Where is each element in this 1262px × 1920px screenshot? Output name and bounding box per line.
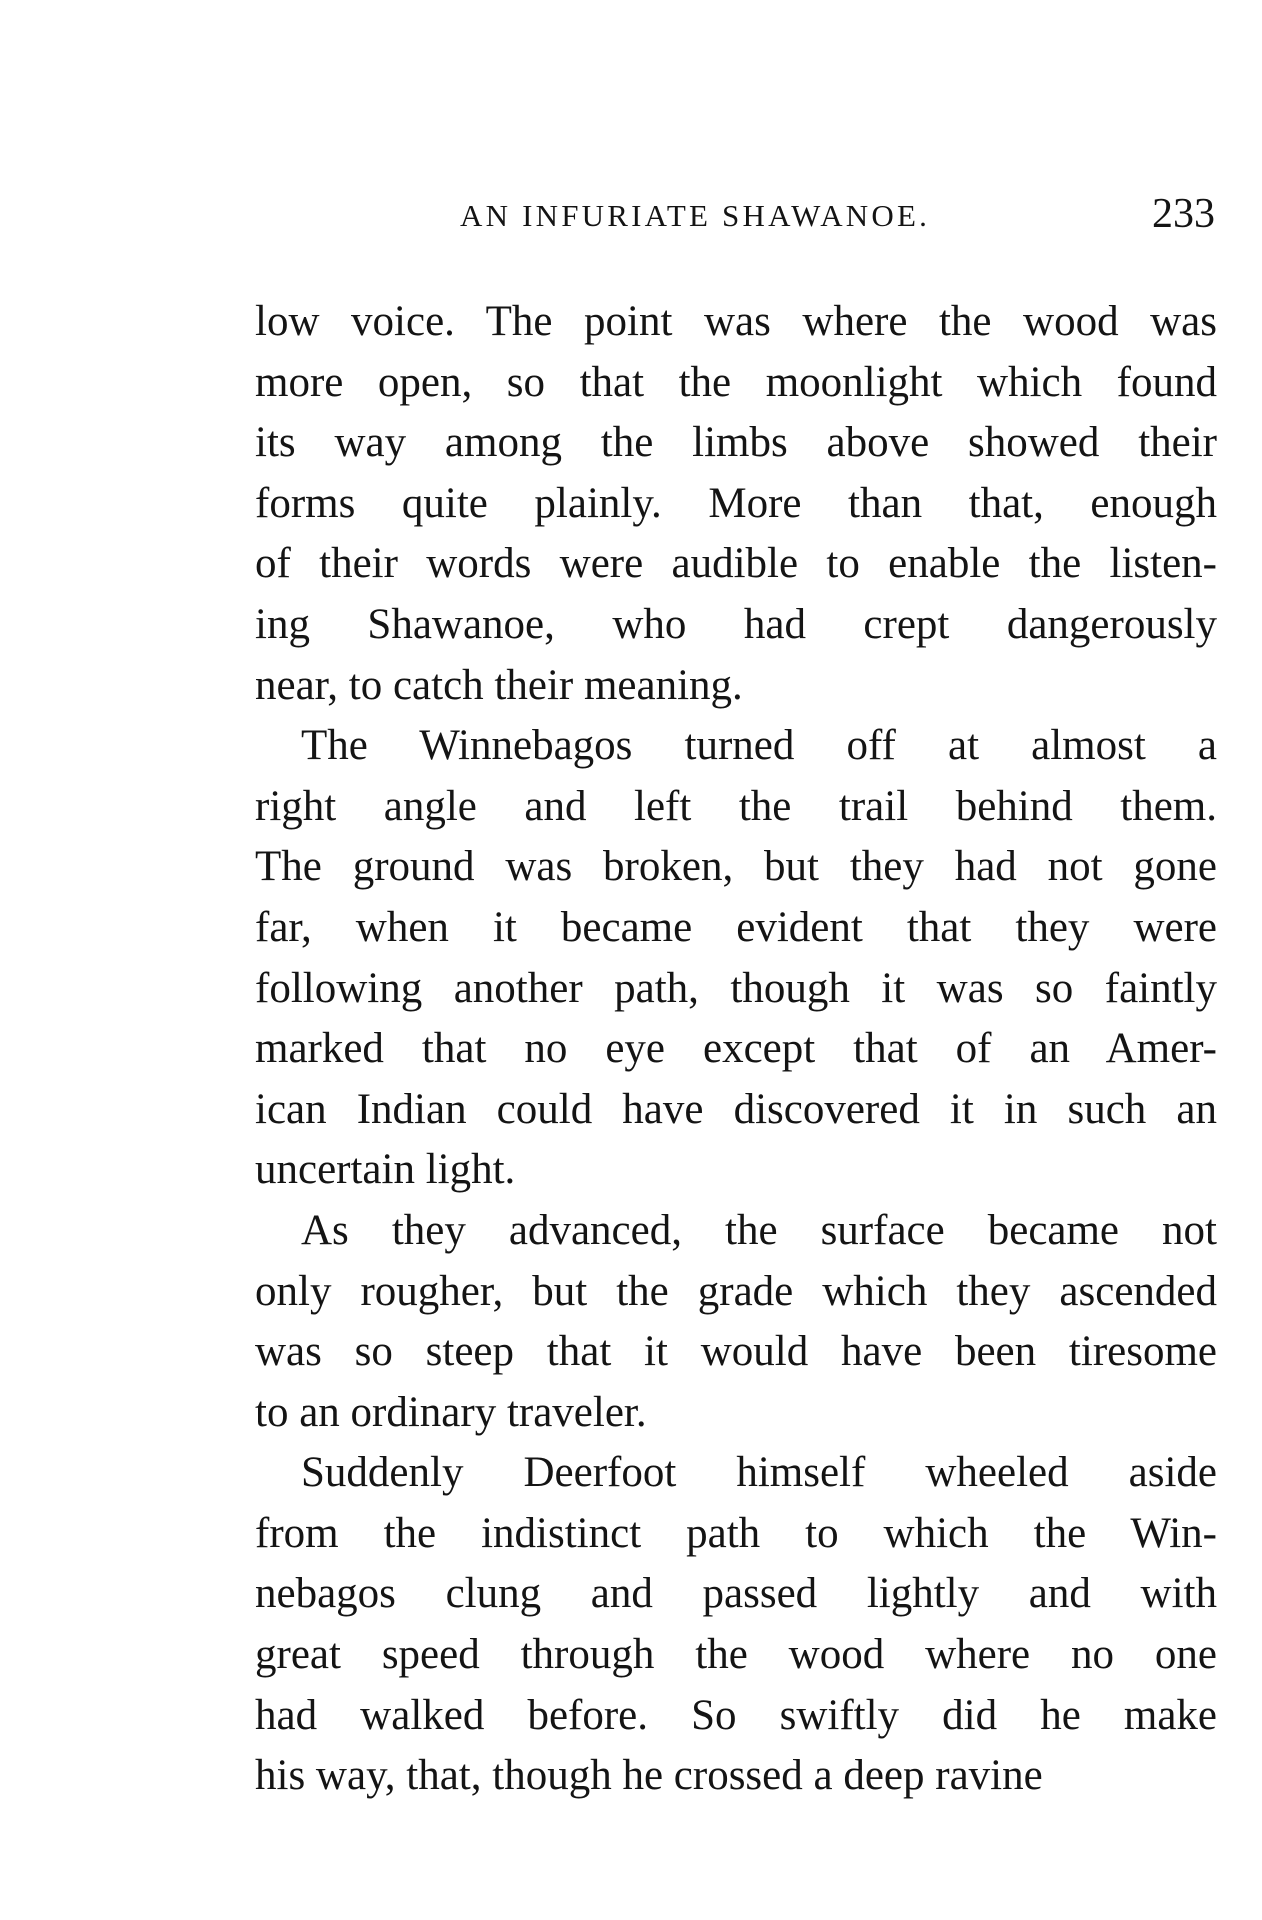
text-line: ing Shawanoe, who had crept dangerously (255, 600, 1217, 648)
text-line: ican Indian could have discovered it in such an (255, 1085, 1217, 1133)
text-line: was so steep that it would have been tiresome (255, 1328, 1217, 1376)
text-line: of their words were audible to enable the listen- (255, 540, 1217, 588)
paragraph (255, 292, 1217, 716)
text-line: more open, so that the moonlight which found (255, 358, 1217, 406)
text-line: to an ordinary traveler. (255, 1388, 647, 1436)
paragraph (255, 1201, 1217, 1443)
text-line: marked that no eye except that of an Amer- (255, 1025, 1217, 1073)
page-number: 233 (1152, 191, 1215, 237)
text-line: following another path, though it was so faintly (255, 964, 1217, 1012)
text-line: great speed through the wood where no one (255, 1631, 1217, 1679)
text-line: far, when it became evident that they were (255, 903, 1217, 951)
paragraph (255, 1443, 1217, 1807)
text-line: uncertain light. (255, 1146, 516, 1194)
text-line: nebagos clung and passed lightly and with (255, 1570, 1217, 1618)
text-line: low voice. The point was where the wood was (255, 298, 1217, 345)
text-line: The Winnebagos turned off at almost a (301, 722, 1217, 770)
running-head (255, 190, 1215, 240)
text-line: Suddenly Deerfoot himself wheeled aside (301, 1449, 1217, 1497)
text-line: his way, that, though he crossed a deep ravine (255, 1752, 1043, 1800)
text-line: its way among the limbs above showed their (255, 419, 1217, 467)
text-line: near, to catch their meaning. (255, 661, 743, 709)
text-line: right angle and left the trail behind them. (255, 782, 1217, 830)
text-line: from the indistinct path to which the Win- (255, 1509, 1217, 1557)
body-text (255, 292, 1217, 1807)
text-line: As they advanced, the surface became not (301, 1206, 1217, 1254)
text-line: only rougher, but the grade which they ascended (255, 1267, 1217, 1315)
text-line: forms quite plainly. More than that, enough (255, 479, 1217, 527)
running-title: AN INFURIATE SHAWANOE. (460, 198, 931, 233)
text-line: The ground was broken, but they had not gone (255, 843, 1217, 891)
paragraph (255, 716, 1217, 1201)
text-line: had walked before. So swiftly did he make (255, 1691, 1217, 1739)
